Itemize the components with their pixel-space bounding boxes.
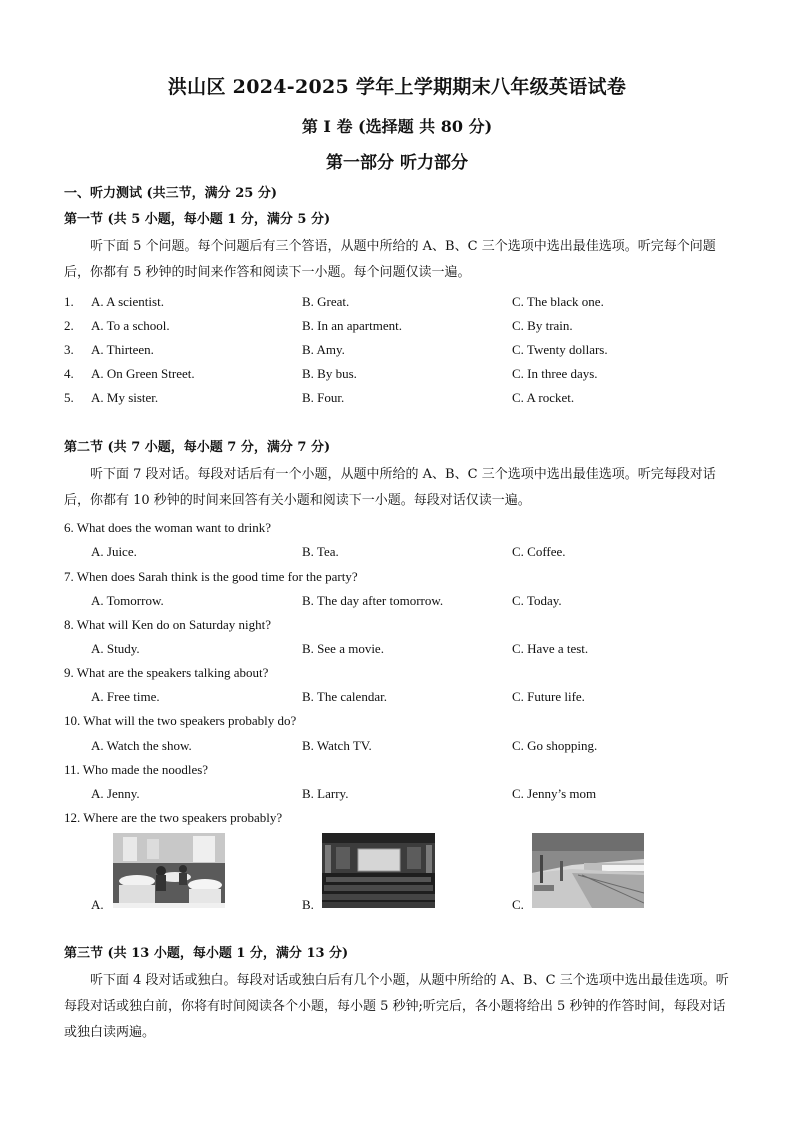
question-text: 11. Who made the noodles? <box>64 762 209 777</box>
option-c-label: C. <box>512 897 524 912</box>
option-b: B. Tea. <box>302 544 339 559</box>
item-number: 4. <box>64 366 74 381</box>
option-a: A. A scientist. <box>91 294 164 309</box>
option-a: A. Thirteen. <box>91 342 154 357</box>
section2-heading: 第二节 (共 7 小题，每小题 7 分，满分 7 分) <box>64 440 331 455</box>
question-text: 6. What does the woman want to drink? <box>64 520 271 535</box>
option-c: C. A rocket. <box>512 390 575 405</box>
section1-heading: 第一节 (共 5 小题，每小题 1 分，满分 5 分) <box>64 212 331 227</box>
question-text: 12. Where are the two speakers probably? <box>64 810 283 825</box>
listening-heading: 一、听力测试 (共三节，满分 25 分) <box>64 186 277 201</box>
option-c: C. The black one. <box>512 294 604 309</box>
option-a: A. Free time. <box>91 689 160 704</box>
cinema-photo <box>322 833 435 908</box>
option-a: A. Study. <box>91 641 140 656</box>
train-station-photo <box>532 833 644 908</box>
option-a: A. Jenny. <box>91 786 140 801</box>
question-text: 9. What are the speakers talking about? <box>64 665 269 680</box>
item-number: 3. <box>64 342 74 357</box>
option-c: C. Future life. <box>512 689 585 704</box>
option-b: B. See a movie. <box>302 641 384 656</box>
option-c: C. Twenty dollars. <box>512 342 608 357</box>
option-b: B. Four. <box>302 390 345 405</box>
option-b: B. Great. <box>302 294 350 309</box>
option-b: B. Watch TV. <box>302 738 372 753</box>
option-c: C. Have a test. <box>512 641 589 656</box>
volume-heading: 第 I 卷 (选择题 共 80 分) <box>301 117 493 136</box>
option-b: B. Amy. <box>302 342 345 357</box>
option-b: B. Larry. <box>302 786 349 801</box>
option-b: B. In an apartment. <box>302 318 402 333</box>
option-c: C. Go shopping. <box>512 738 598 753</box>
option-a: A. Tomorrow. <box>91 593 164 608</box>
option-b-label: B. <box>302 897 314 912</box>
option-a-label: A. <box>91 897 104 912</box>
part-heading: 第一部分 听力部分 <box>326 153 468 173</box>
option-a: A. My sister. <box>91 390 159 405</box>
option-a: A. To a school. <box>91 318 170 333</box>
question-text: 7. When does Sarah think is the good time for the party? <box>64 569 358 584</box>
exam-title: 洪山区 2024-2025 学年上学期期末八年级英语试卷 <box>167 76 627 98</box>
item-number: 2. <box>64 318 74 333</box>
question-text: 8. What will Ken do on Saturday night? <box>64 617 272 632</box>
option-a: A. Watch the show. <box>91 738 192 753</box>
option-c: C. In three days. <box>512 366 598 381</box>
option-b: B. By bus. <box>302 366 357 381</box>
option-c: C. Coffee. <box>512 544 566 559</box>
option-c: C. By train. <box>512 318 573 333</box>
option-c: C. Today. <box>512 593 562 608</box>
item-number: 5. <box>64 390 74 405</box>
option-c: C. Jenny’s mom <box>512 786 597 801</box>
restaurant-photo <box>113 833 225 908</box>
option-b: B. The calendar. <box>302 689 387 704</box>
section2-instructions: 听下面 7 段对话。每段对话后有一个小题，从题中所给的 A、B、C 三个选项中选出最佳选项。听完每段对话后，你都有 10 秒钟的时间来回答有关小题和阅读下一小题。每段对话仅读一遍。 <box>64 467 716 508</box>
option-a: A. On Green Street. <box>91 366 195 381</box>
option-a: A. Juice. <box>91 544 137 559</box>
section1-instructions: 听下面 5 个问题。每个问题后有三个答语，从题中所给的 A、B、C 三个选项中选出最佳选项。听完每个问题后，你都有 5 秒钟的时间来作答和阅读下一小题。每个问题仅读一遍。 <box>64 239 716 280</box>
section3-heading: 第三节 (共 13 小题，每小题 1 分，满分 13 分) <box>64 946 349 961</box>
option-b: B. The day after tomorrow. <box>302 593 444 608</box>
section3-instructions: 听下面 4 段对话或独白。每段对话或独白后有几个小题，从题中所给的 A、B、C 三个选项中选出最佳选项。听每段对话或独白前，你将有时间阅读各个小题，每小题 5 秒钟;听完后，各小题将给出 5 秒钟的作答时间，每段对话或独白读两遍。 <box>64 973 729 1040</box>
question-text: 10. What will the two speakers probably do? <box>64 713 297 728</box>
item-number: 1. <box>64 294 74 309</box>
